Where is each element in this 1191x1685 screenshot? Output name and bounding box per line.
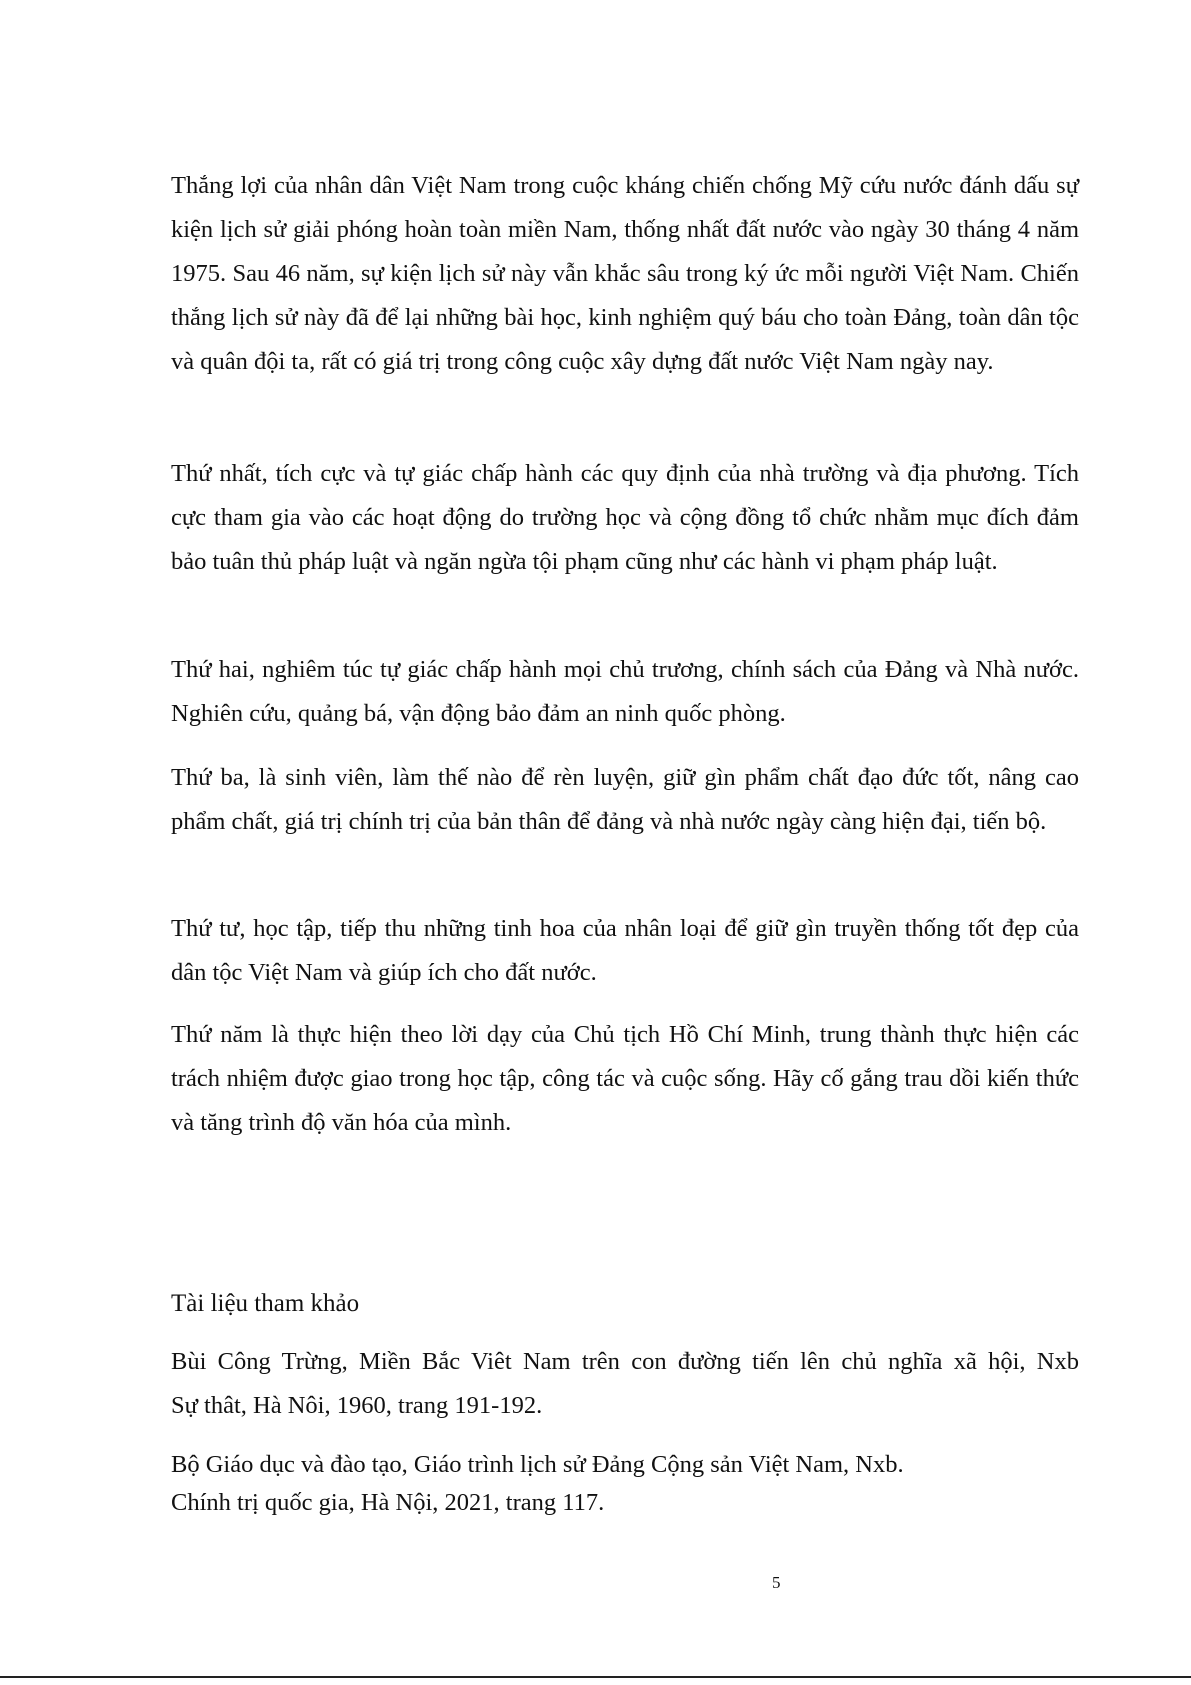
- reference-item: [171, 1340, 1079, 1428]
- paragraph-first: Thứ nhất, tích cực và tự giác chấp hành các quy định của nhà trường và địa phương. Tích cực tham gia vào các hoạt động do trường học và cộng đồng tổ chức nhằm mục đích đảm bảo tuân thủ pháp luật và ngăn ngừa tội phạm cũng như các hành vi phạm pháp luật.: [171, 460, 1079, 575]
- references-heading: Tài liệu tham khảo: [171, 1290, 360, 1317]
- reference-2-line-1: Bộ Giáo dục và đào tạo, Giáo trình lịch sử Đảng Cộng sản Việt Nam, Nxb.: [171, 1451, 904, 1478]
- reference-1-line-1: Bùi Công Trừng, Miền Bắc Viêt Nam trên con đường tiến lên chủ nghĩa xã hội, Nxb: [171, 1348, 1079, 1375]
- paragraph-third: Thứ ba, là sinh viên, làm thế nào để rèn luyện, giữ gìn phẩm chất đạo đức tốt, nâng cao phẩm chất, giá trị chính trị của bản thân để đảng và nhà nước ngày càng hiện đại, tiến bộ.: [171, 764, 1079, 835]
- paragraph-fifth: Thứ năm là thực hiện theo lời dạy của Chủ tịch Hồ Chí Minh, trung thành thực hiện các trách nhiệm được giao trong học tập, công tác và cuộc sống. Hãy cố gắng trau dồi kiến thức và tăng trình độ văn hóa của mình.: [171, 1021, 1079, 1136]
- page-number: 5: [772, 1573, 781, 1592]
- paragraph-second: Thứ hai, nghiêm túc tự giác chấp hành mọi chủ trương, chính sách của Đảng và Nhà nước. Nghiên cứu, quảng bá, vận động bảo đảm an ninh quốc phòng.: [171, 656, 1079, 727]
- reference-2-line-2: Chính trị quốc gia, Hà Nội, 2021, trang 117.: [171, 1489, 605, 1516]
- paragraph-intro: Thắng lợi của nhân dân Việt Nam trong cuộc kháng chiến chống Mỹ cứu nước đánh dấu sự kiện lịch sử giải phóng hoàn toàn miền Nam, thống nhất đất nước vào ngày 30 tháng 4 năm 1975. Sau 46 năm, sự kiện lịch sử này vẫn khắc sâu trong ký ức mỗi người Việt Nam. Chiến thắng lịch sử này đã để lại những bài học, kinh nghiệm quý báu cho toàn Đảng, toàn dân tộc và quân đội ta, rất có giá trị trong công cuộc xây dựng đất nước Việt Nam ngày nay.: [171, 172, 1079, 375]
- paragraph-fourth: Thứ tư, học tập, tiếp thu những tinh hoa của nhân loại để giữ gìn truyền thống tốt đẹp của dân tộc Việt Nam và giúp ích cho đất nước.: [171, 915, 1079, 986]
- page-bottom-divider: [0, 1676, 1191, 1678]
- reference-item: [171, 1446, 1079, 1522]
- reference-1-line-2: Sự thât, Hà Nôi, 1960, trang 191-192.: [171, 1392, 543, 1419]
